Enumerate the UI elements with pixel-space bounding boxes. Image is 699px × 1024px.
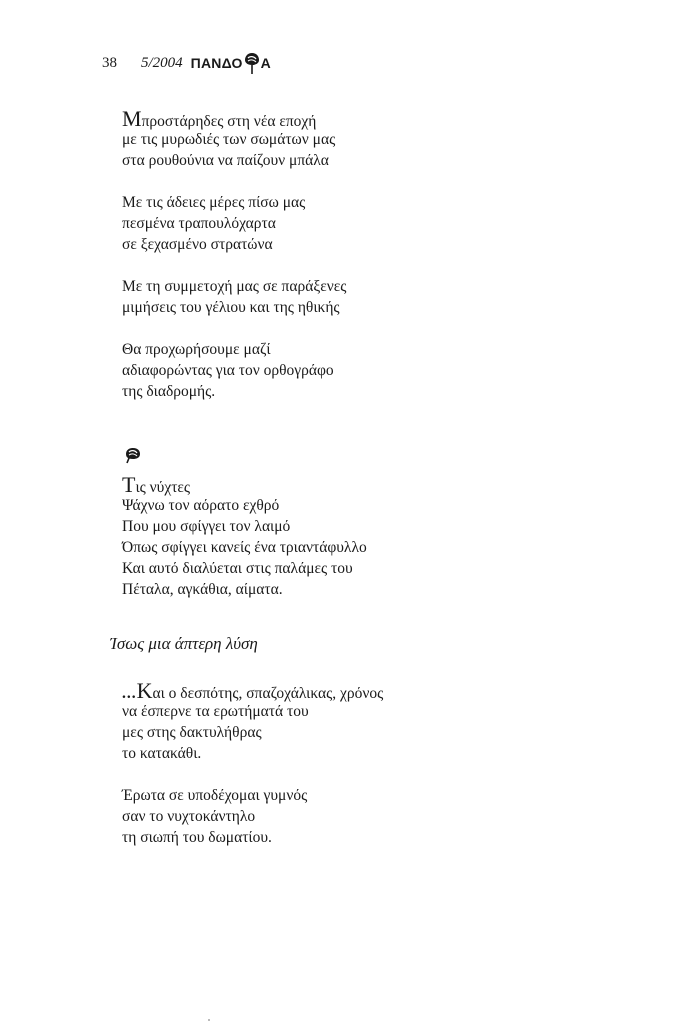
poem-line: Και αυτό διαλύεται στις παλάμες του (122, 560, 353, 577)
page-header (102, 52, 271, 74)
poem-line: πεσμένα τραπουλόχαρτα (122, 215, 276, 232)
poem-line: Με τη συμμετοχή μας σε παράξενες (122, 278, 347, 295)
poem-line: σαν το νυχτοκάντηλο (122, 808, 256, 825)
rose-emblem-icon (124, 446, 142, 464)
poem-one (122, 108, 346, 402)
issue-date: 5/2004 (141, 54, 183, 71)
poem-line: Πέταλα, αγκάθια, αίματα. (122, 581, 283, 598)
magazine-name-left: ΠΑΝΔΟ (190, 55, 243, 71)
poem-line: μιμήσεις του γέλιου και της ηθικής (122, 299, 340, 316)
poem-line: Ψάχνω τον αόρατο εχθρό (122, 497, 280, 514)
poem-line: το κατακάθι. (122, 745, 202, 762)
poem-two (122, 474, 367, 600)
stanza (122, 108, 346, 171)
poem-line: τη σιωπή του δωματίου. (122, 829, 272, 846)
poem-line-text: ις νύχτες (135, 479, 191, 496)
poem-line-text: αι ο δεσπότης, σπαζοχάλικας, χρόνος (152, 685, 384, 702)
ellipsis: ... (122, 685, 137, 702)
poem-line: της διαδρομής. (122, 383, 216, 400)
rose-emblem-icon (244, 51, 260, 75)
poem-line: στα ρουθούνια να παίζουν μπάλα (122, 152, 329, 169)
stanza (122, 785, 383, 848)
drop-cap: Κ (136, 678, 153, 703)
poem-line (122, 680, 383, 701)
stanza (122, 276, 346, 318)
poem-line (122, 108, 346, 129)
stanza (122, 339, 346, 402)
poem-three (122, 680, 383, 848)
page-number: 38 (102, 54, 117, 71)
poem-line: Που μου σφίγγει τον λαιμό (122, 518, 291, 535)
poem-line: σε ξεχασμένο στρατώνα (122, 236, 273, 253)
poem-line: να έσπερνε τα ερωτήματά του (122, 703, 309, 720)
poem-line (122, 474, 367, 495)
poem-line: αδιαφορώντας για τον ορθογράφο (122, 362, 334, 379)
drop-cap: Μ (122, 106, 142, 131)
poem-line: Όπως σφίγγει κανείς ένα τριαντάφυλλο (122, 539, 367, 556)
poem-line: Έρωτα σε υποδέχομαι γυμνός (122, 787, 308, 804)
magazine-name-right: Α (260, 55, 271, 71)
section-ornament (124, 446, 142, 469)
stanza (122, 192, 346, 255)
poem-line: Με τις άδειες μέρες πίσω μας (122, 194, 306, 211)
poem-line: με τις μυρωδιές των σωμάτων μας (122, 131, 336, 148)
poem-line: μες στης δακτυλήθρας (122, 724, 262, 741)
drop-cap: Τ (122, 472, 136, 497)
poem-line-text: προστάρηδες στη νέα εποχή (141, 113, 317, 130)
poem-line: Θα προχωρήσουμε μαζί (122, 341, 271, 358)
scan-speck (208, 1019, 210, 1021)
poem-title: Ίσως μια άπτερη λύση (110, 634, 258, 653)
magazine-logo (191, 51, 271, 75)
stanza (122, 680, 383, 764)
